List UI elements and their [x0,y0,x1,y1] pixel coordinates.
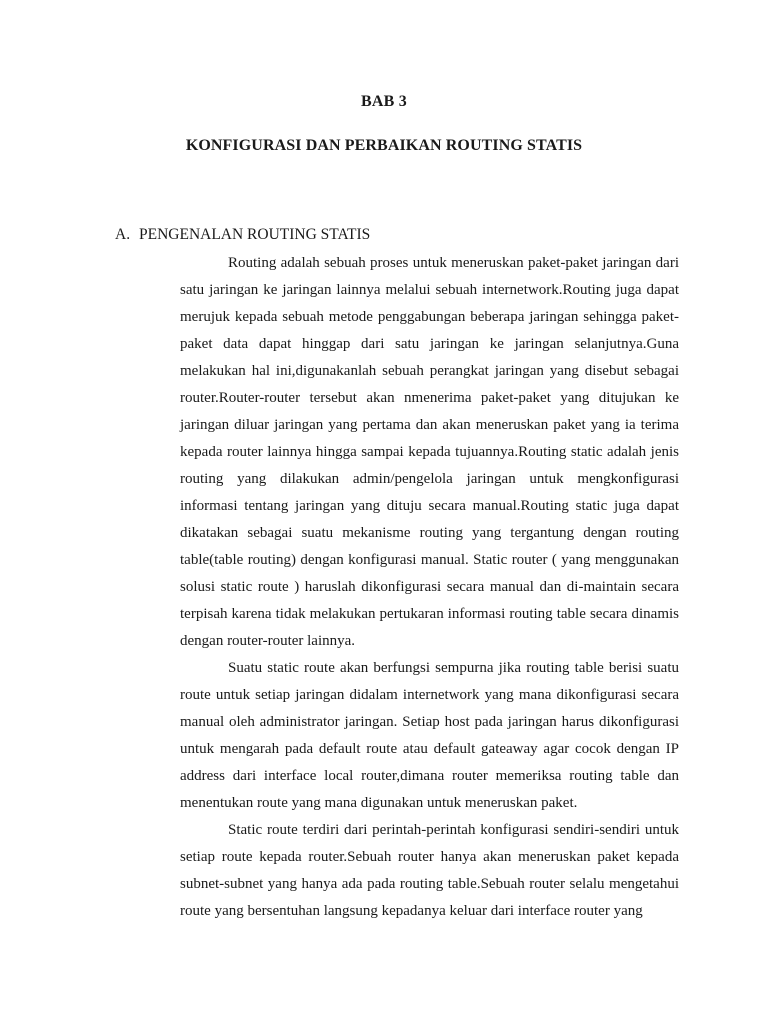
body-text [180,250,679,925]
chapter-heading: BAB 3 [361,93,407,110]
paragraph: Static route terdiri dari perintah-perintah konfigurasi sendiri-sendiri untuk setiap route kepada router.Sebuah router hanya akan meneruskan paket kepada subnet-subnet yang hanya ada pada routing table.Sebuah router selalu mengetahui route yang bersentuhan langsung kepadanya keluar dari interface router yang [180,822,679,919]
section-title: PENGENALAN ROUTING STATIS [139,226,371,243]
chapter-title: KONFIGURASI DAN PERBAIKAN ROUTING STATIS [185,137,583,154]
section-heading [115,226,370,244]
paragraph: Suatu static route akan berfungsi sempurna jika routing table berisi suatu route untuk setiap jaringan didalam internetwork yang mana dikonfigurasi secara manual oleh administrator jaringan. Setiap host pada jaringan harus dikonfigurasi untuk mengarah pada default route atau default gateaway agar cocok dengan IP address dari interface local router,dimana router memeriksa routing table dan menentukan route yang mana digunakan untuk meneruskan paket. [180,660,679,811]
section-letter: A. [115,226,131,243]
paragraph: Routing adalah sebuah proses untuk meneruskan paket-paket jaringan dari satu jaringan ke jaringan lainnya melalui sebuah internetwork.Routing juga dapat merujuk kepada sebuah metode penggabungan beberapa jaringan sehingga paket-paket data dapat hinggap dari satu jaringan ke jaringan selanjutnya.Guna melakukan hal ini,digunakanlah sebuah perangkat jaringan yang disebut sebagai router.Router-router tersebut akan nmenerima paket-paket yang ditujukan ke jaringan diluar jaringan yang pertama dan akan meneruskan paket yang ia terima kepada router lainnya hingga sampai kepada tujuannya.Routing static adalah jenis routing yang dilakukan admin/pengelola jaringan untuk mengkonfigurasi informasi tentang jaringan yang dituju secara manual.Routing static juga dapat dikatakan sebagai suatu mekanisme routing yang tergantung dengan routing table(table routing) dengan konfigurasi manual. Static router ( yang menggunakan solusi static route ) haruslah dikonfigurasi secara manual dan di-maintain secara terpisah karena tidak melakukan pertukaran informasi routing table secara dinamis dengan router-router lainnya. [180,255,679,649]
